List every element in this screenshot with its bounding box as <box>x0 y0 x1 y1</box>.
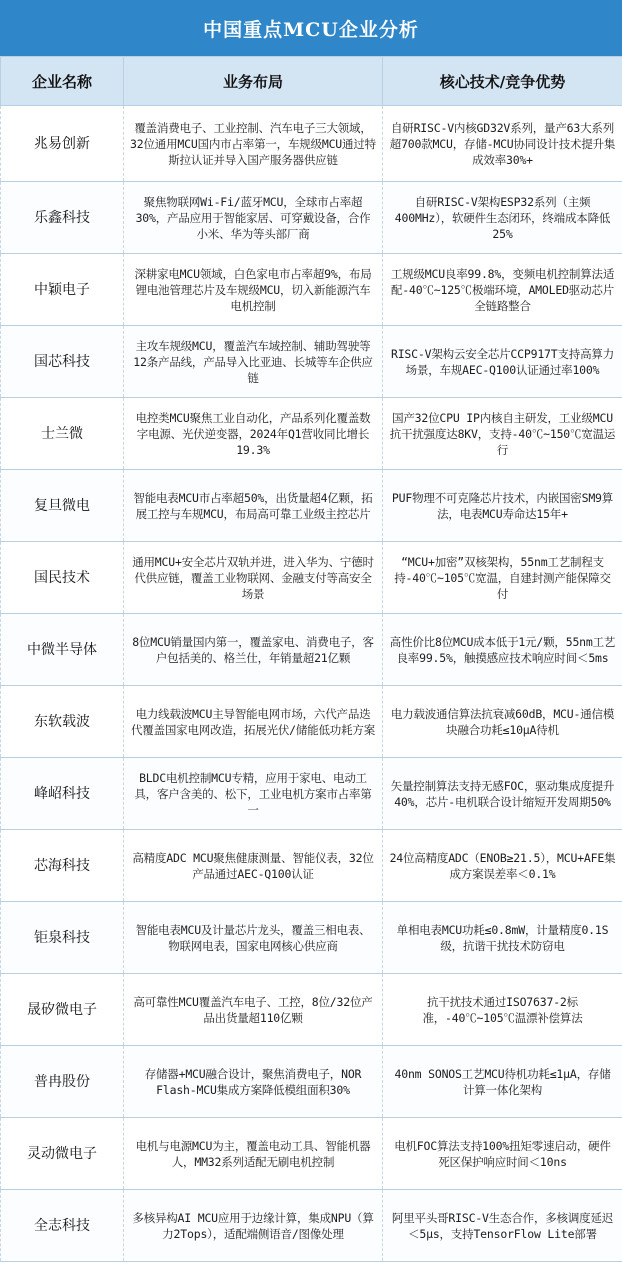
business-layout: 覆盖消费电子、工业控制、汽车电子三大领域，32位通用MCU国内市占率第一，车规级MCU通过特斯拉认证并导入国产服务器供应链 <box>124 106 383 182</box>
company-name: 复旦微电 <box>1 470 124 542</box>
table-row <box>1 542 622 614</box>
business-layout: 存储器+MCU融合设计，聚焦消费电子，NOR Flash-MCU集成方案降低模组面积30% <box>124 1046 383 1118</box>
core-tech: 24位高精度ADC（ENOB≥21.5），MCU+AFE集成方案误差率＜0.1% <box>383 830 622 902</box>
company-name: 普冉股份 <box>1 1046 124 1118</box>
table-row <box>1 974 622 1046</box>
company-name: 全志科技 <box>1 1190 124 1262</box>
business-layout: BLDC电机控制MCU专精，应用于家电、电动工具，客户含美的、松下，工业电机方案市占率第一 <box>124 758 383 830</box>
business-layout: 高可靠性MCU覆盖汽车电子、工控，8位/32位产品出货量超110亿颗 <box>124 974 383 1046</box>
core-tech: PUF物理不可克隆芯片技术，内嵌国密SM9算法，电表MCU寿命达15年+ <box>383 470 622 542</box>
core-tech: 自研RISC-V内核GD32V系列，量产63大系列超700款MCU，存储-MCU协同设计技术提升集成效率30%+ <box>383 106 622 182</box>
core-tech: 单相电表MCU功耗≤0.8mW，计量精度0.1S级，抗谐干扰技术防窃电 <box>383 902 622 974</box>
table-row <box>1 902 622 974</box>
core-tech: 自研RISC-V架构ESP32系列（主频400MHz），软硬件生态闭环，终端成本降低25% <box>383 182 622 254</box>
table-row <box>1 1190 622 1262</box>
business-layout: 深耕家电MCU领域，白色家电市占率超9%，布局锂电池管理芯片及车规级MCU，切入新能源汽车电机控制 <box>124 254 383 326</box>
core-tech: RISC-V架构云安全芯片CCP917T支持高算力场景，车规AEC-Q100认证通过率100% <box>383 326 622 398</box>
company-name: 国民技术 <box>1 542 124 614</box>
company-name: 峰岹科技 <box>1 758 124 830</box>
core-tech: 工规级MCU良率99.8%，变频电机控制算法适配-40℃~125℃极端环境，AMOLED驱动芯片全链路整合 <box>383 254 622 326</box>
header-business: 业务布局 <box>124 57 383 106</box>
table-row <box>1 1046 622 1118</box>
business-layout: 8位MCU销量国内第一，覆盖家电、消费电子，客户包括美的、格兰仕，年销量超21亿颗 <box>124 614 383 686</box>
company-name: 钜泉科技 <box>1 902 124 974</box>
table-row <box>1 614 622 686</box>
table-header-row <box>1 57 622 106</box>
company-name: 灵动微电子 <box>1 1118 124 1190</box>
company-name: 中颖电子 <box>1 254 124 326</box>
business-layout: 高精度ADC MCU聚焦健康测量、智能仪表，32位产品通过AEC-Q100认证 <box>124 830 383 902</box>
header-company: 企业名称 <box>1 57 124 106</box>
page-title: 中国重点MCU企业分析 <box>0 0 622 56</box>
company-analysis-table <box>0 56 622 1262</box>
table-row <box>1 326 622 398</box>
table-row <box>1 830 622 902</box>
company-name: 晟矽微电子 <box>1 974 124 1046</box>
company-name: 士兰微 <box>1 398 124 470</box>
table-row <box>1 106 622 182</box>
business-layout: 电控类MCU聚焦工业自动化，产品系列化覆盖数字电源、光伏逆变器，2024年Q1营收同比增长19.3% <box>124 398 383 470</box>
company-name: 芯海科技 <box>1 830 124 902</box>
table-row <box>1 1118 622 1190</box>
table-row <box>1 686 622 758</box>
core-tech: 电机FOC算法支持100%扭矩零速启动，硬件死区保护响应时间＜10ns <box>383 1118 622 1190</box>
core-tech: “MCU+加密”双核架构，55nm工艺制程支持-40℃~105℃宽温，自建封测产能保障交付 <box>383 542 622 614</box>
table-row <box>1 254 622 326</box>
company-name: 乐鑫科技 <box>1 182 124 254</box>
header-tech: 核心技术/竞争优势 <box>383 57 622 106</box>
company-name: 东软载波 <box>1 686 124 758</box>
table-row <box>1 398 622 470</box>
business-layout: 聚焦物联网Wi-Fi/蓝牙MCU，全球市占率超30%，产品应用于智能家居、可穿戴设备，合作小米、华为等头部厂商 <box>124 182 383 254</box>
table-row <box>1 182 622 254</box>
core-tech: 阿里平头哥RISC-V生态合作，多核调度延迟＜5μs，支持TensorFlow Lite部署 <box>383 1190 622 1262</box>
core-tech: 高性价比8位MCU成本低于1元/颗，55nm工艺良率99.5%，触摸感应技术响应时间＜5ms <box>383 614 622 686</box>
business-layout: 主攻车规级MCU，覆盖汽车域控制、辅助驾驶等12条产品线，产品导入比亚迪、长城等车企供应链 <box>124 326 383 398</box>
core-tech: 40nm SONOS工艺MCU待机功耗≤1μA，存储计算一体化架构 <box>383 1046 622 1118</box>
business-layout: 电机与电源MCU为主，覆盖电动工具、智能机器人，MM32系列适配无刷电机控制 <box>124 1118 383 1190</box>
company-name: 兆易创新 <box>1 106 124 182</box>
core-tech: 矢量控制算法支持无感FOC，驱动集成度提升40%，芯片-电机联合设计缩短开发周期50% <box>383 758 622 830</box>
table-row <box>1 758 622 830</box>
business-layout: 智能电表MCU及计量芯片龙头，覆盖三相电表、物联网电表，国家电网核心供应商 <box>124 902 383 974</box>
core-tech: 国产32位CPU IP内核自主研发，工业级MCU抗干扰强度达8KV，支持-40℃~150℃宽温运行 <box>383 398 622 470</box>
business-layout: 电力线载波MCU主导智能电网市场，六代产品迭代覆盖国家电网改造，拓展光伏/储能低功耗方案 <box>124 686 383 758</box>
core-tech: 电力载波通信算法抗衰减60dB，MCU-通信模块融合功耗≤10μA待机 <box>383 686 622 758</box>
company-name: 中微半导体 <box>1 614 124 686</box>
core-tech: 抗干扰技术通过ISO7637-2标准，-40℃~105℃温漂补偿算法 <box>383 974 622 1046</box>
business-layout: 智能电表MCU市占率超50%，出货量超4亿颗，拓展工控与车规MCU，布局高可靠工业级主控芯片 <box>124 470 383 542</box>
table-row <box>1 470 622 542</box>
company-name: 国芯科技 <box>1 326 124 398</box>
business-layout: 通用MCU+安全芯片双轨并进，进入华为、宁德时代供应链，覆盖工业物联网、金融支付等高安全场景 <box>124 542 383 614</box>
business-layout: 多核异构AI MCU应用于边缘计算，集成NPU（算力2Tops），适配端侧语音/图像处理 <box>124 1190 383 1262</box>
